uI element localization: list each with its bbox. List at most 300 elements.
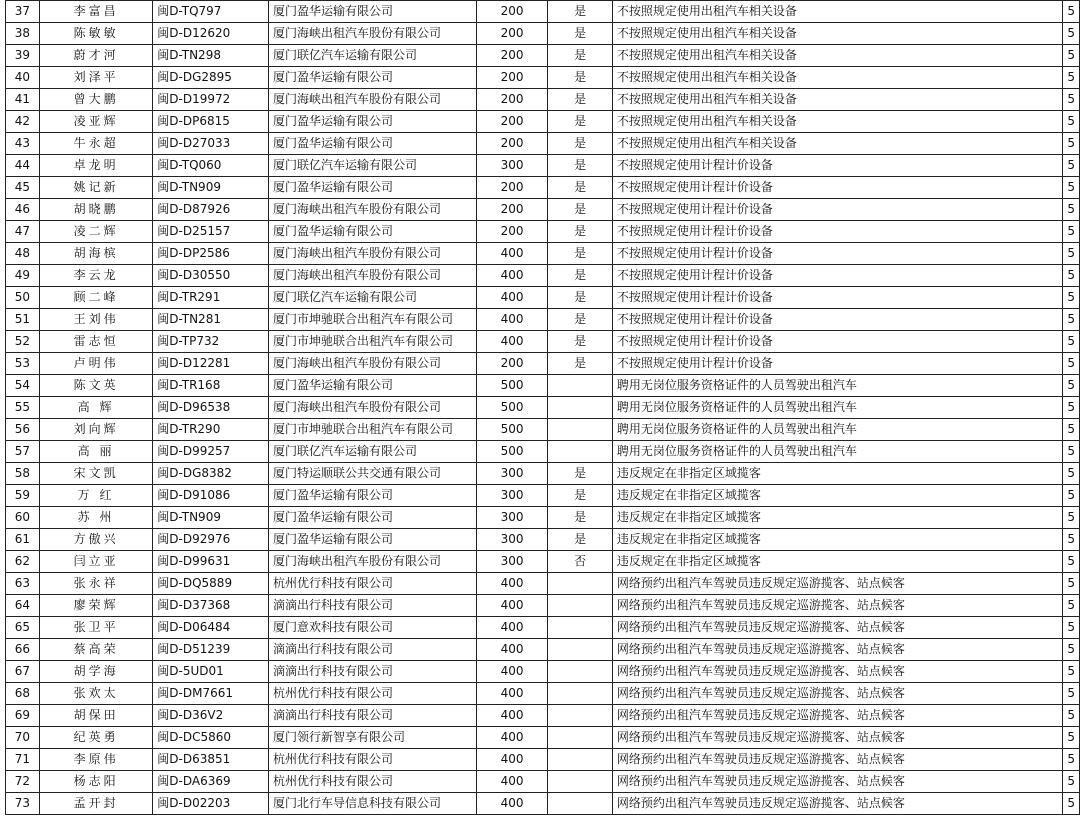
row-number: 62 xyxy=(6,551,40,573)
penalty-points: 200 xyxy=(476,111,548,133)
score-value: 5 xyxy=(1063,353,1080,375)
violation-description: 网络预约出租汽车驾驶员违反规定巡游揽客、站点候客 xyxy=(612,705,1062,727)
row-number: 49 xyxy=(6,265,40,287)
flag-value: 是 xyxy=(548,155,613,177)
driver-name: 万 红 xyxy=(39,485,152,507)
driver-name: 杨志阳 xyxy=(39,771,152,793)
driver-name: 闫立亚 xyxy=(39,551,152,573)
table-row xyxy=(6,661,1080,683)
flag-value: 是 xyxy=(548,353,613,375)
company-name: 厦门盈华运输有限公司 xyxy=(268,177,476,199)
flag-value: 是 xyxy=(548,1,613,23)
violation-description: 不按照规定使用计程计价设备 xyxy=(612,155,1062,177)
driver-name: 凌二辉 xyxy=(39,221,152,243)
score-value: 5 xyxy=(1063,617,1080,639)
row-number: 52 xyxy=(6,331,40,353)
plate-number: 闽D-D36V2 xyxy=(153,705,269,727)
company-name: 厦门盈华运输有限公司 xyxy=(268,507,476,529)
penalty-points: 500 xyxy=(476,419,548,441)
row-number: 44 xyxy=(6,155,40,177)
violation-description: 网络预约出租汽车驾驶员违反规定巡游揽客、站点候客 xyxy=(612,617,1062,639)
company-name: 厦门盈华运输有限公司 xyxy=(268,111,476,133)
penalty-points: 400 xyxy=(476,617,548,639)
plate-number: 闽D-D37368 xyxy=(153,595,269,617)
driver-name: 苏 州 xyxy=(39,507,152,529)
driver-name: 蔡高荣 xyxy=(39,639,152,661)
row-number: 69 xyxy=(6,705,40,727)
company-name: 厦门盈华运输有限公司 xyxy=(268,529,476,551)
score-value: 5 xyxy=(1063,265,1080,287)
score-value: 5 xyxy=(1063,441,1080,463)
row-number: 68 xyxy=(6,683,40,705)
flag-value: 是 xyxy=(548,111,613,133)
driver-name: 李原伟 xyxy=(39,749,152,771)
driver-name: 纪英勇 xyxy=(39,727,152,749)
plate-number: 闽D-D27033 xyxy=(153,133,269,155)
flag-value: 是 xyxy=(548,463,613,485)
driver-name: 胡学海 xyxy=(39,661,152,683)
table-row xyxy=(6,793,1080,815)
row-number: 71 xyxy=(6,749,40,771)
flag-value xyxy=(548,661,613,683)
table-row xyxy=(6,507,1080,529)
violation-description: 不按照规定使用计程计价设备 xyxy=(612,265,1062,287)
flag-value: 是 xyxy=(548,133,613,155)
table-row xyxy=(6,199,1080,221)
table-row xyxy=(6,485,1080,507)
violation-description: 不按照规定使用出租汽车相关设备 xyxy=(612,133,1062,155)
violation-description: 违反规定在非指定区域揽客 xyxy=(612,529,1062,551)
penalty-points: 400 xyxy=(476,331,548,353)
violation-description: 网络预约出租汽车驾驶员违反规定巡游揽客、站点候客 xyxy=(612,661,1062,683)
score-value: 5 xyxy=(1063,529,1080,551)
plate-number: 闽D-TR290 xyxy=(153,419,269,441)
company-name: 厦门海峡出租汽车股份有限公司 xyxy=(268,243,476,265)
driver-name: 廖荣辉 xyxy=(39,595,152,617)
score-value: 5 xyxy=(1063,705,1080,727)
table-row xyxy=(6,287,1080,309)
driver-name: 蔚才河 xyxy=(39,45,152,67)
violation-description: 网络预约出租汽车驾驶员违反规定巡游揽客、站点候客 xyxy=(612,683,1062,705)
company-name: 厦门海峡出租汽车股份有限公司 xyxy=(268,199,476,221)
table-row xyxy=(6,133,1080,155)
score-value: 5 xyxy=(1063,485,1080,507)
row-number: 67 xyxy=(6,661,40,683)
flag-value: 是 xyxy=(548,485,613,507)
penalty-points: 400 xyxy=(476,771,548,793)
penalty-points: 400 xyxy=(476,287,548,309)
plate-number: 闽D-D06484 xyxy=(153,617,269,639)
table-row xyxy=(6,309,1080,331)
penalty-points: 400 xyxy=(476,265,548,287)
table-row xyxy=(6,705,1080,727)
plate-number: 闽D-DG2895 xyxy=(153,67,269,89)
company-name: 滴滴出行科技有限公司 xyxy=(268,705,476,727)
flag-value: 是 xyxy=(548,23,613,45)
score-value: 5 xyxy=(1063,683,1080,705)
violation-description: 违反规定在非指定区域揽客 xyxy=(612,551,1062,573)
row-number: 70 xyxy=(6,727,40,749)
table-row xyxy=(6,419,1080,441)
driver-name: 顾二峰 xyxy=(39,287,152,309)
score-value: 5 xyxy=(1063,331,1080,353)
table-row xyxy=(6,45,1080,67)
flag-value xyxy=(548,727,613,749)
flag-value xyxy=(548,793,613,815)
plate-number: 闽D-TR168 xyxy=(153,375,269,397)
score-value: 5 xyxy=(1063,111,1080,133)
plate-number: 闽D-D63851 xyxy=(153,749,269,771)
row-number: 43 xyxy=(6,133,40,155)
score-value: 5 xyxy=(1063,309,1080,331)
plate-number: 闽D-D96538 xyxy=(153,397,269,419)
penalty-points: 200 xyxy=(476,221,548,243)
driver-name: 卓龙明 xyxy=(39,155,152,177)
violation-description: 违反规定在非指定区域揽客 xyxy=(612,485,1062,507)
score-value: 5 xyxy=(1063,23,1080,45)
penalty-points: 400 xyxy=(476,595,548,617)
driver-name: 刘向辉 xyxy=(39,419,152,441)
score-value: 5 xyxy=(1063,595,1080,617)
flag-value: 是 xyxy=(548,89,613,111)
plate-number: 闽D-TN298 xyxy=(153,45,269,67)
company-name: 滴滴出行科技有限公司 xyxy=(268,661,476,683)
driver-name: 孟开封 xyxy=(39,793,152,815)
row-number: 40 xyxy=(6,67,40,89)
table-row xyxy=(6,155,1080,177)
violation-description: 不按照规定使用计程计价设备 xyxy=(612,309,1062,331)
violation-description: 不按照规定使用计程计价设备 xyxy=(612,243,1062,265)
row-number: 47 xyxy=(6,221,40,243)
penalty-points: 400 xyxy=(476,793,548,815)
company-name: 厦门联亿汽车运输有限公司 xyxy=(268,287,476,309)
driver-name: 李云龙 xyxy=(39,265,152,287)
company-name: 厦门盈华运输有限公司 xyxy=(268,221,476,243)
table-row xyxy=(6,331,1080,353)
violation-description: 不按照规定使用计程计价设备 xyxy=(612,221,1062,243)
flag-value: 是 xyxy=(548,243,613,265)
flag-value: 是 xyxy=(548,309,613,331)
plate-number: 闽D-D12620 xyxy=(153,23,269,45)
violation-description: 不按照规定使用计程计价设备 xyxy=(612,331,1062,353)
violation-description: 网络预约出租汽车驾驶员违反规定巡游揽客、站点候客 xyxy=(612,595,1062,617)
row-number: 64 xyxy=(6,595,40,617)
company-name: 厦门盈华运输有限公司 xyxy=(268,1,476,23)
table-row xyxy=(6,727,1080,749)
violation-description: 不按照规定使用计程计价设备 xyxy=(612,177,1062,199)
penalty-points: 200 xyxy=(476,353,548,375)
driver-name: 王刘伟 xyxy=(39,309,152,331)
company-name: 厦门北行车导信息科技有限公司 xyxy=(268,793,476,815)
flag-value xyxy=(548,749,613,771)
row-number: 50 xyxy=(6,287,40,309)
flag-value: 是 xyxy=(548,287,613,309)
flag-value xyxy=(548,441,613,463)
violation-description: 聘用无岗位服务资格证件的人员驾驶出租汽车 xyxy=(612,375,1062,397)
plate-number: 闽D-D30550 xyxy=(153,265,269,287)
company-name: 杭州优行科技有限公司 xyxy=(268,573,476,595)
driver-name: 牛永超 xyxy=(39,133,152,155)
table-row xyxy=(6,1,1080,23)
driver-name: 胡晓鹏 xyxy=(39,199,152,221)
plate-number: 闽D-DC5860 xyxy=(153,727,269,749)
row-number: 57 xyxy=(6,441,40,463)
table-row xyxy=(6,177,1080,199)
penalty-points: 300 xyxy=(476,485,548,507)
violation-description: 违反规定在非指定区域揽客 xyxy=(612,463,1062,485)
company-name: 滴滴出行科技有限公司 xyxy=(268,639,476,661)
driver-name: 张永祥 xyxy=(39,573,152,595)
penalty-points: 200 xyxy=(476,177,548,199)
score-value: 5 xyxy=(1063,419,1080,441)
company-name: 厦门市坤驰联合出租汽车有限公司 xyxy=(268,309,476,331)
violation-description: 不按照规定使用出租汽车相关设备 xyxy=(612,111,1062,133)
score-value: 5 xyxy=(1063,243,1080,265)
score-value: 5 xyxy=(1063,727,1080,749)
score-value: 5 xyxy=(1063,155,1080,177)
flag-value xyxy=(548,771,613,793)
flag-value: 是 xyxy=(548,331,613,353)
plate-number: 闽D-DQ5889 xyxy=(153,573,269,595)
score-value: 5 xyxy=(1063,1,1080,23)
flag-value: 是 xyxy=(548,507,613,529)
row-number: 41 xyxy=(6,89,40,111)
company-name: 厦门盈华运输有限公司 xyxy=(268,375,476,397)
penalty-points: 400 xyxy=(476,749,548,771)
table-row xyxy=(6,67,1080,89)
violation-description: 不按照规定使用出租汽车相关设备 xyxy=(612,23,1062,45)
penalty-points: 400 xyxy=(476,727,548,749)
violation-description: 不按照规定使用计程计价设备 xyxy=(612,199,1062,221)
row-number: 45 xyxy=(6,177,40,199)
penalty-points: 200 xyxy=(476,199,548,221)
violation-description: 聘用无岗位服务资格证件的人员驾驶出租汽车 xyxy=(612,441,1062,463)
penalty-points: 500 xyxy=(476,397,548,419)
flag-value: 是 xyxy=(548,265,613,287)
score-value: 5 xyxy=(1063,551,1080,573)
table-row xyxy=(6,573,1080,595)
violation-description: 不按照规定使用计程计价设备 xyxy=(612,353,1062,375)
table-row xyxy=(6,441,1080,463)
driver-name: 陈敏敏 xyxy=(39,23,152,45)
penalty-points: 200 xyxy=(476,67,548,89)
plate-number: 闽D-DP6815 xyxy=(153,111,269,133)
score-value: 5 xyxy=(1063,45,1080,67)
row-number: 56 xyxy=(6,419,40,441)
violations-table xyxy=(5,0,1080,815)
flag-value xyxy=(548,683,613,705)
table-row xyxy=(6,771,1080,793)
score-value: 5 xyxy=(1063,133,1080,155)
table-row xyxy=(6,221,1080,243)
plate-number: 闽D-TN281 xyxy=(153,309,269,331)
penalty-points: 500 xyxy=(476,375,548,397)
violation-description: 网络预约出租汽车驾驶员违反规定巡游揽客、站点候客 xyxy=(612,793,1062,815)
plate-number: 闽D-D99257 xyxy=(153,441,269,463)
violation-description: 网络预约出租汽车驾驶员违反规定巡游揽客、站点候客 xyxy=(612,749,1062,771)
plate-number: 闽D-D25157 xyxy=(153,221,269,243)
violation-description: 网络预约出租汽车驾驶员违反规定巡游揽客、站点候客 xyxy=(612,573,1062,595)
company-name: 厦门联亿汽车运输有限公司 xyxy=(268,155,476,177)
score-value: 5 xyxy=(1063,221,1080,243)
penalty-points: 300 xyxy=(476,551,548,573)
plate-number: 闽D-TQ060 xyxy=(153,155,269,177)
plate-number: 闽D-D87926 xyxy=(153,199,269,221)
table-row xyxy=(6,463,1080,485)
score-value: 5 xyxy=(1063,397,1080,419)
flag-value xyxy=(548,397,613,419)
score-value: 5 xyxy=(1063,67,1080,89)
plate-number: 闽D-D12281 xyxy=(153,353,269,375)
row-number: 42 xyxy=(6,111,40,133)
score-value: 5 xyxy=(1063,177,1080,199)
row-number: 46 xyxy=(6,199,40,221)
company-name: 厦门联亿汽车运输有限公司 xyxy=(268,45,476,67)
table-row xyxy=(6,111,1080,133)
company-name: 厦门海峡出租汽车股份有限公司 xyxy=(268,397,476,419)
score-value: 5 xyxy=(1063,375,1080,397)
plate-number: 闽D-DA6369 xyxy=(153,771,269,793)
row-number: 54 xyxy=(6,375,40,397)
table-row xyxy=(6,265,1080,287)
flag-value xyxy=(548,573,613,595)
row-number: 72 xyxy=(6,771,40,793)
driver-name: 卢明伟 xyxy=(39,353,152,375)
company-name: 厦门盈华运输有限公司 xyxy=(268,67,476,89)
plate-number: 闽D-D02203 xyxy=(153,793,269,815)
table-row xyxy=(6,639,1080,661)
row-number: 63 xyxy=(6,573,40,595)
flag-value: 是 xyxy=(548,529,613,551)
score-value: 5 xyxy=(1063,463,1080,485)
company-name: 厦门海峡出租汽车股份有限公司 xyxy=(268,89,476,111)
plate-number: 闽D-5UD01 xyxy=(153,661,269,683)
table-row xyxy=(6,595,1080,617)
company-name: 杭州优行科技有限公司 xyxy=(268,683,476,705)
plate-number: 闽D-D92976 xyxy=(153,529,269,551)
row-number: 39 xyxy=(6,45,40,67)
driver-name: 高 辉 xyxy=(39,397,152,419)
row-number: 61 xyxy=(6,529,40,551)
table-row xyxy=(6,749,1080,771)
row-number: 38 xyxy=(6,23,40,45)
driver-name: 雷志恒 xyxy=(39,331,152,353)
flag-value: 否 xyxy=(548,551,613,573)
violation-description: 不按照规定使用出租汽车相关设备 xyxy=(612,1,1062,23)
table-row xyxy=(6,617,1080,639)
company-name: 厦门领行新智享有限公司 xyxy=(268,727,476,749)
plate-number: 闽D-TQ797 xyxy=(153,1,269,23)
driver-name: 高 丽 xyxy=(39,441,152,463)
table-row xyxy=(6,89,1080,111)
score-value: 5 xyxy=(1063,661,1080,683)
company-name: 厦门联亿汽车运输有限公司 xyxy=(268,441,476,463)
penalty-points: 300 xyxy=(476,463,548,485)
violation-description: 不按照规定使用出租汽车相关设备 xyxy=(612,67,1062,89)
row-number: 48 xyxy=(6,243,40,265)
driver-name: 胡保田 xyxy=(39,705,152,727)
table-row xyxy=(6,551,1080,573)
score-value: 5 xyxy=(1063,639,1080,661)
penalty-points: 400 xyxy=(476,243,548,265)
penalty-points: 300 xyxy=(476,507,548,529)
driver-name: 张欢太 xyxy=(39,683,152,705)
table-row xyxy=(6,23,1080,45)
penalty-points: 200 xyxy=(476,89,548,111)
company-name: 杭州优行科技有限公司 xyxy=(268,749,476,771)
driver-name: 刘泽平 xyxy=(39,67,152,89)
row-number: 66 xyxy=(6,639,40,661)
violation-description: 聘用无岗位服务资格证件的人员驾驶出租汽车 xyxy=(612,419,1062,441)
company-name: 厦门盈华运输有限公司 xyxy=(268,485,476,507)
flag-value xyxy=(548,419,613,441)
row-number: 51 xyxy=(6,309,40,331)
row-number: 58 xyxy=(6,463,40,485)
driver-name: 姚记新 xyxy=(39,177,152,199)
plate-number: 闽D-TP732 xyxy=(153,331,269,353)
violation-description: 不按照规定使用计程计价设备 xyxy=(612,287,1062,309)
company-name: 厦门海峡出租汽车股份有限公司 xyxy=(268,353,476,375)
violation-description: 网络预约出租汽车驾驶员违反规定巡游揽客、站点候客 xyxy=(612,639,1062,661)
company-name: 厦门海峡出租汽车股份有限公司 xyxy=(268,265,476,287)
violation-description: 网络预约出租汽车驾驶员违反规定巡游揽客、站点候客 xyxy=(612,771,1062,793)
score-value: 5 xyxy=(1063,793,1080,815)
flag-value xyxy=(548,705,613,727)
violation-description: 不按照规定使用出租汽车相关设备 xyxy=(612,45,1062,67)
driver-name: 李富昌 xyxy=(39,1,152,23)
company-name: 厦门海峡出租汽车股份有限公司 xyxy=(268,551,476,573)
violation-description: 不按照规定使用出租汽车相关设备 xyxy=(612,89,1062,111)
company-name: 杭州优行科技有限公司 xyxy=(268,771,476,793)
driver-name: 曾大鹏 xyxy=(39,89,152,111)
violation-description: 网络预约出租汽车驾驶员违反规定巡游揽客、站点候客 xyxy=(612,727,1062,749)
flag-value xyxy=(548,375,613,397)
penalty-points: 400 xyxy=(476,309,548,331)
row-number: 37 xyxy=(6,1,40,23)
flag-value: 是 xyxy=(548,221,613,243)
company-name: 滴滴出行科技有限公司 xyxy=(268,595,476,617)
penalty-points: 500 xyxy=(476,441,548,463)
table-row xyxy=(6,529,1080,551)
plate-number: 闽D-DM7661 xyxy=(153,683,269,705)
company-name: 厦门市坤驰联合出租汽车有限公司 xyxy=(268,331,476,353)
plate-number: 闽D-D99631 xyxy=(153,551,269,573)
flag-value xyxy=(548,595,613,617)
penalty-points: 200 xyxy=(476,45,548,67)
penalty-points: 200 xyxy=(476,1,548,23)
flag-value xyxy=(548,617,613,639)
flag-value: 是 xyxy=(548,67,613,89)
plate-number: 闽D-DP2586 xyxy=(153,243,269,265)
violation-description: 违反规定在非指定区域揽客 xyxy=(612,507,1062,529)
driver-name: 胡海槟 xyxy=(39,243,152,265)
penalty-points: 300 xyxy=(476,529,548,551)
row-number: 65 xyxy=(6,617,40,639)
plate-number: 闽D-D51239 xyxy=(153,639,269,661)
penalty-points: 300 xyxy=(476,155,548,177)
penalty-points: 200 xyxy=(476,133,548,155)
plate-number: 闽D-TN909 xyxy=(153,177,269,199)
company-name: 厦门海峡出租汽车股份有限公司 xyxy=(268,23,476,45)
score-value: 5 xyxy=(1063,749,1080,771)
row-number: 73 xyxy=(6,793,40,815)
score-value: 5 xyxy=(1063,573,1080,595)
penalty-points: 200 xyxy=(476,23,548,45)
violation-description: 聘用无岗位服务资格证件的人员驾驶出租汽车 xyxy=(612,397,1062,419)
plate-number: 闽D-D19972 xyxy=(153,89,269,111)
row-number: 60 xyxy=(6,507,40,529)
penalty-points: 400 xyxy=(476,661,548,683)
